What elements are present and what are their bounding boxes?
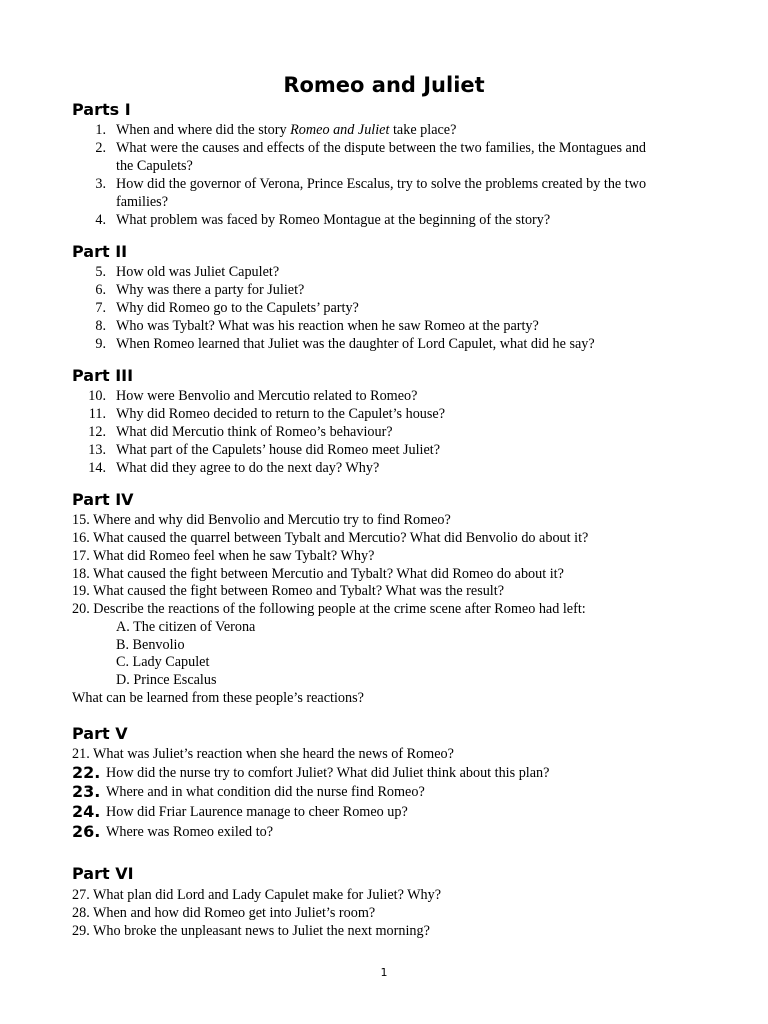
- question-text: How did Friar Laurence manage to cheer Romeo up?: [106, 804, 408, 820]
- question-number: 1.: [95, 122, 106, 138]
- section-heading-part-3: Part III: [72, 366, 134, 385]
- question-28: 28. When and how did Romeo get into Juliet’s room?: [72, 905, 376, 921]
- document-title: Romeo and Juliet: [283, 73, 485, 97]
- question-text: Where was Romeo exiled to?: [106, 824, 274, 840]
- question-number: 6.: [95, 282, 106, 298]
- question-29: 29. Who broke the unpleasant news to Juliet the next morning?: [72, 923, 430, 939]
- question-16: 16. What caused the quarrel between Tybalt and Mercutio? What did Benvolio do about it?: [72, 530, 589, 546]
- book-title-italic: Romeo and Juliet: [290, 122, 390, 138]
- question-3-continued: families?: [116, 194, 168, 210]
- question-number: 24.: [72, 802, 101, 821]
- question-number: 9.: [95, 336, 106, 352]
- question-number: 22.: [72, 763, 101, 782]
- question-text: Why did Romeo go to the Capulets’ party?: [116, 300, 359, 316]
- question-text: Where and in what condition did the nurse find Romeo?: [106, 784, 425, 800]
- reflection-question: What can be learned from these people’s reactions?: [72, 690, 364, 706]
- question-19: 19. What caused the fight between Romeo and Tybalt? What was the result?: [72, 583, 504, 599]
- question-number: 13.: [88, 442, 106, 458]
- question-text: Why was there a party for Juliet?: [116, 282, 305, 298]
- page-number: 1: [380, 966, 388, 979]
- question-number: 14.: [88, 460, 106, 476]
- question-15: 15. Where and why did Benvolio and Mercutio try to find Romeo?: [72, 512, 451, 528]
- question-20: 20. Describe the reactions of the following people at the crime scene after Romeo had left:: [72, 601, 586, 617]
- sub-item-d: D. Prince Escalus: [116, 672, 217, 688]
- question-text: How did the governor of Verona, Prince Escalus, try to solve the problems created by the two: [116, 176, 647, 192]
- question-text: Why did Romeo decided to return to the Capulet’s house?: [116, 406, 445, 422]
- question-text: What were the causes and effects of the dispute between the two families, the Montagues and: [116, 140, 647, 156]
- question-number: 4.: [95, 212, 106, 228]
- section-heading-part-5: Part V: [72, 724, 128, 743]
- question-number: 7.: [95, 300, 106, 316]
- section-heading-part-2: Part II: [72, 242, 128, 261]
- question-text: What part of the Capulets’ house did Romeo meet Juliet?: [116, 442, 440, 458]
- question-number: 10.: [88, 388, 106, 404]
- sub-item-b: B. Benvolio: [116, 637, 185, 653]
- question-number: 11.: [88, 406, 106, 422]
- section-heading-part-4: Part IV: [72, 490, 134, 509]
- question-text: When and where did the story Romeo and Juliet take place?: [116, 122, 457, 138]
- question-text: Who was Tybalt? What was his reaction when he saw Romeo at the party?: [116, 318, 539, 334]
- question-number: 2.: [95, 140, 106, 156]
- question-number: 5.: [95, 264, 106, 280]
- question-text: How old was Juliet Capulet?: [116, 264, 280, 280]
- question-text: How did the nurse try to comfort Juliet? What did Juliet think about this plan?: [106, 765, 550, 781]
- question-text: When Romeo learned that Juliet was the daughter of Lord Capulet, what did he say?: [116, 336, 595, 352]
- question-number: 12.: [88, 424, 106, 440]
- question-text: What problem was faced by Romeo Montague at the beginning of the story?: [116, 212, 551, 228]
- question-2-continued: the Capulets?: [116, 158, 193, 174]
- sub-item-a: A. The citizen of Verona: [116, 619, 256, 635]
- question-number: 8.: [95, 318, 106, 334]
- question-number: 23.: [72, 782, 101, 801]
- question-18: 18. What caused the fight between Mercutio and Tybalt? What did Romeo do about it?: [72, 566, 564, 582]
- question-text: What did Mercutio think of Romeo’s behaviour?: [116, 424, 393, 440]
- sub-item-c: C. Lady Capulet: [116, 654, 210, 670]
- question-number: 3.: [95, 176, 106, 192]
- section-heading-part-6: Part VI: [72, 864, 134, 883]
- section-heading-part-1: Parts I: [72, 100, 131, 119]
- question-27: 27. What plan did Lord and Lady Capulet make for Juliet? Why?: [72, 887, 442, 903]
- question-number: 26.: [72, 822, 101, 841]
- question-text: What did they agree to do the next day? Why?: [116, 460, 380, 476]
- question-21: 21. What was Juliet’s reaction when she heard the news of Romeo?: [72, 746, 454, 762]
- question-17: 17. What did Romeo feel when he saw Tybalt? Why?: [72, 548, 375, 564]
- question-text: How were Benvolio and Mercutio related to Romeo?: [116, 388, 418, 404]
